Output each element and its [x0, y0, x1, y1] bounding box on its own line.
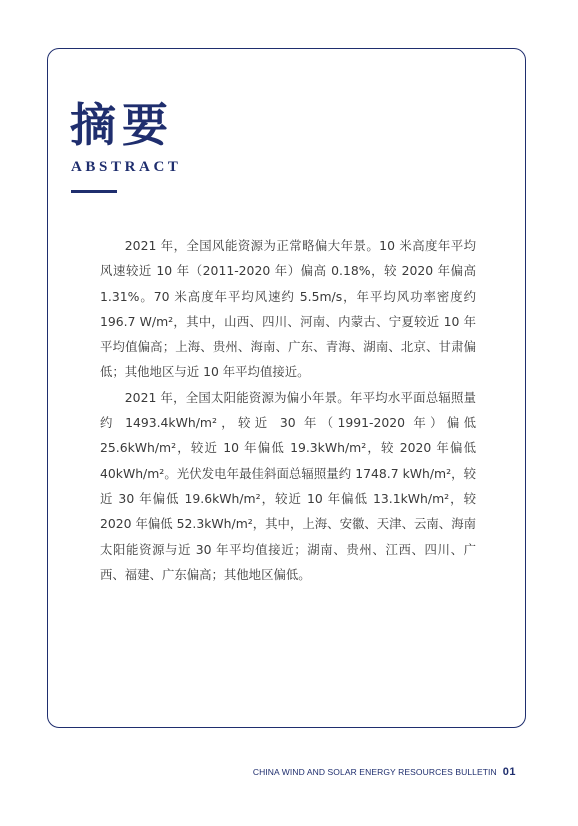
wind-paragraph: 2021 年，全国风能资源为正常略偏大年景。10 米高度年平均风速较近 10 年（2011-2020 年）偏高 0.18%，较 2020 年偏高 1.31%。70 米高度年平均风速约 5.5m/s，年平均风功率密度约 196.7 W/m²，其中，山西、四川、河南、内蒙古、宁夏较近 10 年平均值偏高；上海、贵州、海南、广东、青海、湖南、北京、甘肃偏低；其他地区与近 10 年平均值接近。 [100, 238, 476, 380]
publication-name: CHINA WIND AND SOLAR ENERGY RESOURCES BULLETIN [252, 767, 497, 777]
page-number: 01 [502, 766, 516, 778]
title-underline [71, 190, 117, 193]
page-title: 摘要 [70, 98, 174, 152]
page-footer [253, 766, 516, 778]
solar-paragraph: 2021 年，全国太阳能资源为偏小年景。年平均水平面总辐照量约 1493.4kWh/m²，较近 30 年（1991-2020 年）偏低 25.6kWh/m²，较近 10 年偏低 19.3kWh/m²，较 2020 年偏低 40kWh/m²。光伏发电年最佳斜面总辐照量约 1748.7 kWh/m²，较近 30 年偏低 19.6kWh/m²，较近 10 年偏低 13.1kWh/m²，较 2020 年偏低 52.3kWh/m²，其中，上海、安徽、天津、云南、海南太阳能资源与近 30 年平均值接近；湖南、贵州、江西、四川、广西、福建、广东偏高；其他地区偏低。 [100, 389, 476, 582]
page-subtitle: ABSTRACT [71, 159, 182, 175]
abstract-body [100, 233, 476, 587]
